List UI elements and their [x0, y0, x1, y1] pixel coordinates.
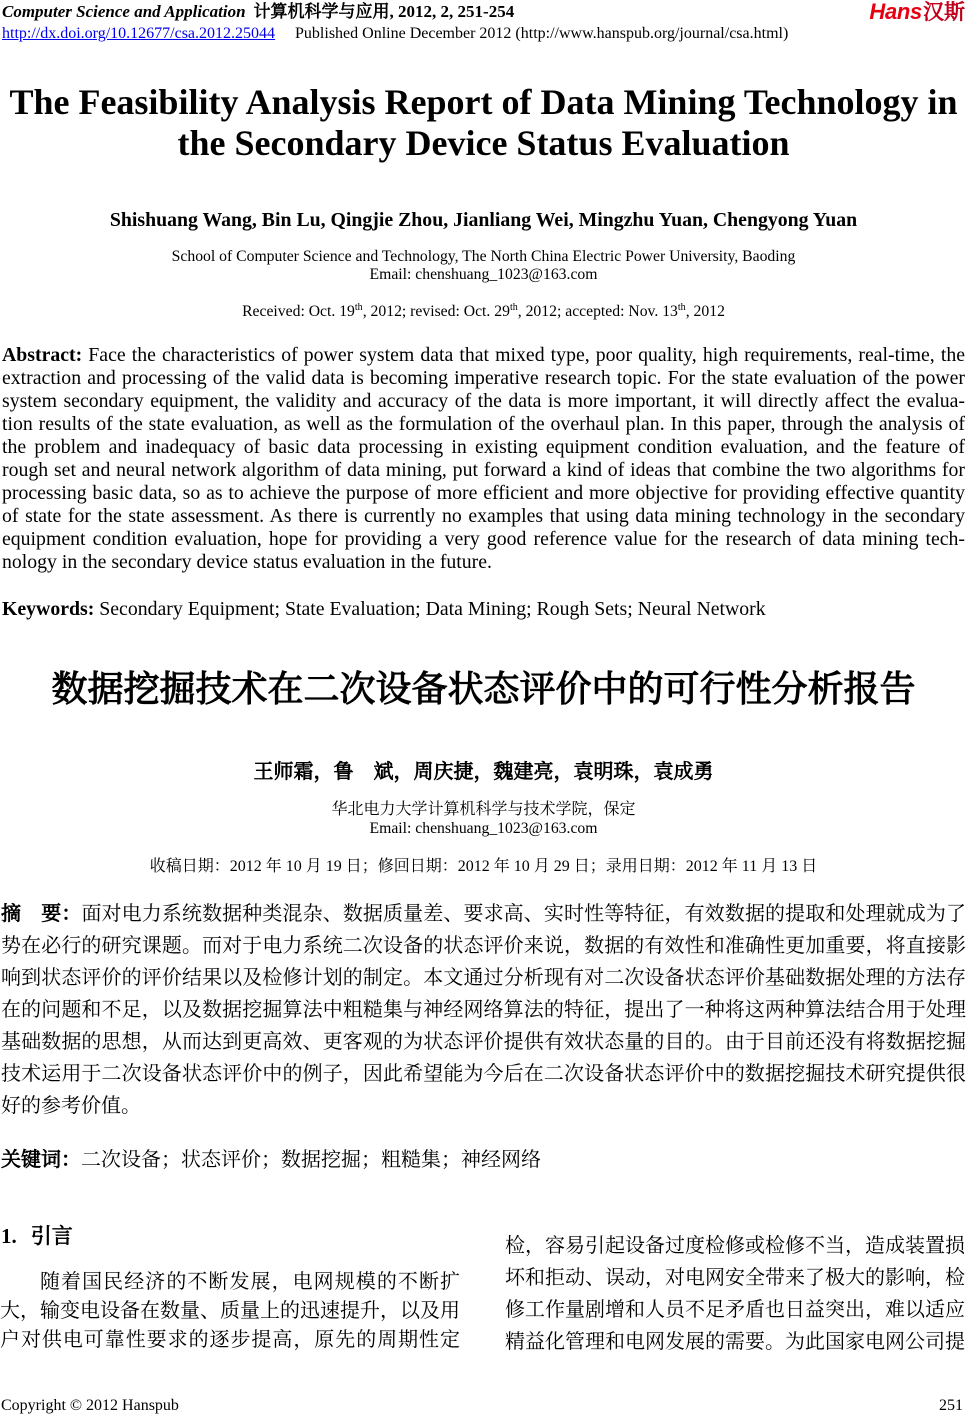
- body-line: 坏和拒动、误动，对电网安全带来了极大的影响，检: [505, 1267, 965, 1289]
- abstract-label: Abstract:: [2, 344, 83, 366]
- body-line: 大，输变电设备在数量、质量上的迅速提升，以及用: [0, 1300, 460, 1322]
- abstract-en-line: rough set and neural network algorithm of data mining, put forward a kind of ideas that combine the two algorithms for: [2, 459, 965, 481]
- email-cn: Email: chenshuang_1023@163.com: [369, 820, 598, 837]
- logo-text-cn: 汉斯: [923, 0, 965, 24]
- superscript: th: [509, 302, 518, 313]
- keywords-cn-text: 二次设备；状态评价；数据挖掘；粗糙集；神经网络: [81, 1149, 541, 1171]
- email-en: Email: chenshuang_1023@163.com: [369, 266, 598, 283]
- abstract-en-line: the problem and inadequacy of basic data processing in existing equipment condition evaluation, and the feature of: [2, 436, 965, 458]
- abstract-en-line: equipment condition evaluation, hope for providing a very good reference value for the research of data mining tech-: [2, 528, 965, 550]
- affiliation-cn: 华北电力大学计算机科学与技术学院，保定: [331, 801, 636, 818]
- copyright: Copyright © 2012 Hanspub: [1, 1397, 179, 1414]
- authors-cn: 王师霜，鲁 斌，周庆捷，魏建亮，袁明珠，袁成勇: [253, 761, 714, 783]
- abstract-en-line: extraction and processing of the valid data is becoming imperative research topic. For the state evaluation of the power: [2, 367, 965, 389]
- body-line: 检，容易引起设备过度检修或检修不当，造成装置损: [505, 1235, 965, 1257]
- abstract-en-line: nology in the secondary device status evaluation in the future.: [2, 551, 492, 573]
- abstract-cn-label: 摘 要：: [1, 903, 82, 925]
- abstract-en-line: processing basic data, so as to achieve the purpose of more efficient and more objective for providing effective quantity: [2, 482, 965, 504]
- abstract-cn-line: 响到状态评价的评价结果以及检修计划的制定。本文通过分析现有对二次设备状态评价基础数据处理的方法存: [1, 967, 966, 989]
- abstract-cn-line: [1, 898, 966, 930]
- abstract-text: Face the characteristics of power system data that mixed type, poor quality, high requirements, real-time, the: [88, 344, 965, 366]
- publisher-logo: [869, 0, 965, 24]
- title-en-line-1: The Feasibility Analysis Report of Data Mining Technology in: [9, 82, 958, 122]
- journal-name-en: Computer Science and Application: [2, 2, 246, 21]
- abstract-cn-line: 技术运用于二次设备状态评价中的例子，因此希望能为今后在二次设备状态评价中的数据挖掘技术研究提供很: [1, 1063, 966, 1085]
- superscript: th: [677, 302, 686, 313]
- abstract-cn-line: 势在必行的研究课题。而对于电力系统二次设备的状态评价来说，数据的有效性和准确性更加重要，将直接影: [1, 935, 966, 957]
- abstract-cn-text: 面对电力系统数据种类混杂、数据质量差、要求高、实时性等特征，有效数据的提取和处理就成为了: [81, 903, 967, 925]
- section-title: 引言: [30, 1224, 73, 1248]
- superscript: th: [354, 302, 363, 313]
- keywords-cn: [1, 1145, 541, 1175]
- abstract-cn-line: 基础数据的思想，从而达到更高效、更客观的为状态评价提供有效状态量的目的。由于目前还没有将数据挖掘: [1, 1031, 966, 1053]
- keywords-cn-label: 关键词：: [1, 1149, 81, 1171]
- received-dates-cn: 收稿日期：2012 年 10 月 19 日；修回日期：2012 年 10 月 29 日；录用日期：2012 年 11 月 13 日: [149, 858, 818, 875]
- abstract-en: [2, 344, 965, 574]
- abstract-cn-line: 好的参考价值。: [1, 1095, 141, 1117]
- body-line: 修工作量剧增和人员不足矛盾也日益突出，难以适应: [505, 1299, 965, 1321]
- page-footer: [1, 1397, 963, 1415]
- abstract-en-line: [2, 344, 965, 367]
- revised-part: , 2012; revised: Oct. 29: [362, 303, 510, 320]
- body-line: 户对供电可靠性要求的逐步提高，原先的周期性定: [0, 1329, 460, 1351]
- paper-title-en: [0, 82, 967, 164]
- abstract-en-line: system secondary equipment, the validity and accuracy of the data is more important, it will directly affect the evalua-: [2, 390, 965, 412]
- body-line: 精益化管理和电网发展的需要。为此国家电网公司提: [505, 1331, 965, 1353]
- accepted-year: , 2012: [685, 303, 725, 320]
- abstract-en-line: of state for the state assessment. As there is currently no examples that using data mining technology in the secondary: [2, 505, 965, 527]
- received-dates-en: [0, 303, 967, 321]
- body-column-right: [505, 1230, 965, 1358]
- abstract-cn-line: 在的问题和不足，以及数据挖掘算法中粗糙集与神经网络算法的特征，提出了一种将这两种算法结合用于处理: [1, 999, 966, 1021]
- keywords-label: Keywords:: [2, 598, 95, 620]
- body-column-left: [0, 1268, 460, 1355]
- paper-title-cn: 数据挖掘技术在二次设备状态评价中的可行性分析报告: [51, 669, 916, 710]
- published-online: Published Online December 2012 (http://www.hanspub.org/journal/csa.html): [295, 25, 789, 42]
- authors-en: Shishuang Wang, Bin Lu, Qingjie Zhou, Jianliang Wei, Mingzhu Yuan, Chengyong Yuan: [109, 209, 858, 231]
- received-part: Received: Oct. 19: [242, 303, 355, 320]
- accepted-part: , 2012; accepted: Nov. 13: [517, 303, 678, 320]
- running-header: [2, 2, 514, 22]
- section-number: 1.: [1, 1224, 17, 1248]
- page-number: 251: [939, 1397, 963, 1414]
- logo-text-en: Hans: [869, 0, 922, 24]
- affiliation-en: School of Computer Science and Technology, The North China Electric Power University, Baoding: [171, 248, 796, 265]
- abstract-en-line: tion results of the state evaluation, as well as the formulation of the overhaul plan. In this paper, through the analysis of: [2, 413, 965, 435]
- doi-link[interactable]: http://dx.doi.org/10.12677/csa.2012.25044: [2, 25, 276, 42]
- journal-info-cn: 计算机科学与应用, 2012, 2, 251-254: [253, 2, 515, 21]
- section-heading: [1, 1222, 73, 1250]
- abstract-cn: [1, 898, 966, 1122]
- publication-line: [2, 25, 788, 43]
- keywords-text: Secondary Equipment; State Evaluation; Data Mining; Rough Sets; Neural Network: [99, 598, 766, 620]
- title-en-line-2: the Secondary Device Status Evaluation: [177, 123, 790, 163]
- body-line: 随着国民经济的不断发展，电网规模的不断扩: [40, 1271, 460, 1293]
- keywords-en: [2, 598, 766, 621]
